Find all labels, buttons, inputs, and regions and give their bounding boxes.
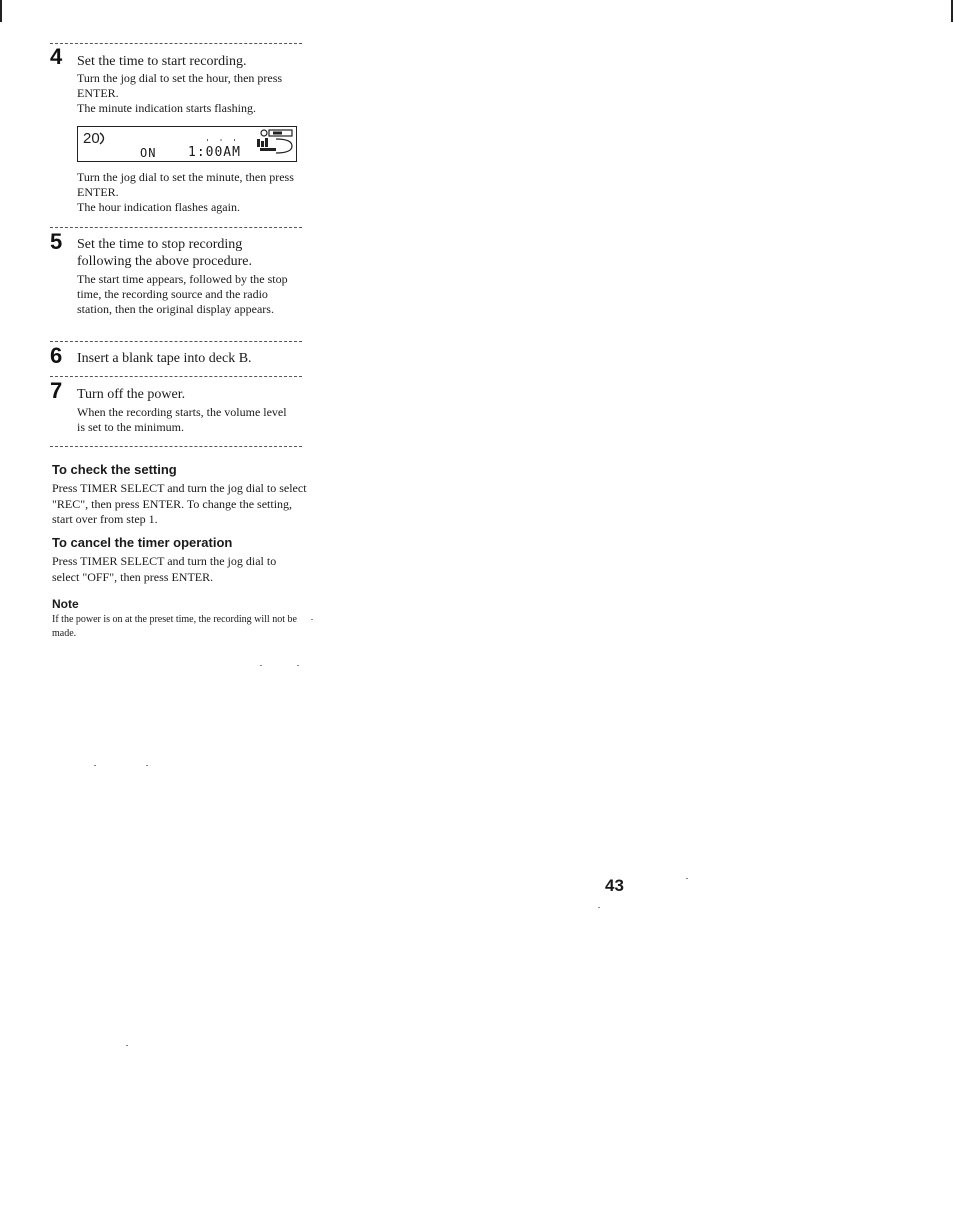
scan-speck [146, 765, 148, 766]
scan-speck [126, 1045, 128, 1046]
scan-speck [598, 907, 600, 908]
tape-deck-icon [256, 129, 294, 157]
step-paragraph: The hour indication flashes again. [77, 200, 240, 214]
check-setting-body: Press TIMER SELECT and turn the jog dial to select "REC", then press ENTER. To change the setting, start over from step 1. [52, 481, 307, 526]
page-number: 43 [605, 876, 624, 895]
step-number: 4 [50, 44, 63, 69]
step-title: Turn off the power. [77, 387, 186, 402]
page-edge-mark [0, 0, 2, 22]
cancel-timer-heading: To cancel the timer operation [52, 535, 233, 550]
check-setting-heading: To check the setting [52, 462, 177, 477]
flash-indicator: ' ' ' [205, 138, 240, 147]
step-divider [50, 227, 302, 228]
page-edge-mark [951, 0, 953, 22]
step-divider [50, 446, 302, 447]
step-body [77, 170, 297, 215]
step-number: 7 [50, 378, 63, 403]
scan-speck [260, 665, 262, 666]
step-divider [50, 376, 302, 377]
step-divider [50, 43, 302, 44]
step-body [77, 272, 297, 317]
scan-speck [94, 765, 96, 766]
svg-text:20: 20 [83, 130, 100, 147]
step-title: Set the time to start recording. [77, 54, 247, 69]
step-paragraph: The minute indication starts flashing. [77, 101, 256, 115]
step-title: Set the time to stop recording following the above procedure. [77, 237, 252, 269]
note-body: If the power is on at the preset time, the recording will not be made. [52, 614, 297, 639]
scan-speck [311, 619, 313, 620]
step-paragraph: Turn the jog dial to set the minute, then press ENTER. [77, 170, 294, 199]
scan-speck [297, 665, 299, 666]
disc-timer-icon [83, 129, 109, 151]
step-title: Insert a blank tape into deck B. [77, 351, 252, 366]
step-paragraph: Turn the jog dial to set the hour, then press ENTER. [77, 71, 283, 100]
timer-time-readout: 1:00AM [188, 145, 241, 160]
step-paragraph: The start time appears, followed by the stop time, the recording source and the radio station, then the original display appears. [77, 272, 288, 316]
step-number: 5 [50, 229, 63, 254]
step-paragraph: When the recording starts, the volume level is set to the minimum. [77, 405, 287, 434]
step-body [77, 71, 292, 116]
step-number: 6 [50, 343, 63, 368]
note-heading: Note [52, 597, 79, 611]
cancel-timer-body: Press TIMER SELECT and turn the jog dial to select "OFF", then press ENTER. [52, 554, 277, 584]
scan-speck [686, 878, 688, 879]
step-body [77, 405, 295, 435]
step-divider [50, 341, 302, 342]
lcd-display [77, 126, 297, 162]
timer-on-label: ON [140, 146, 157, 160]
